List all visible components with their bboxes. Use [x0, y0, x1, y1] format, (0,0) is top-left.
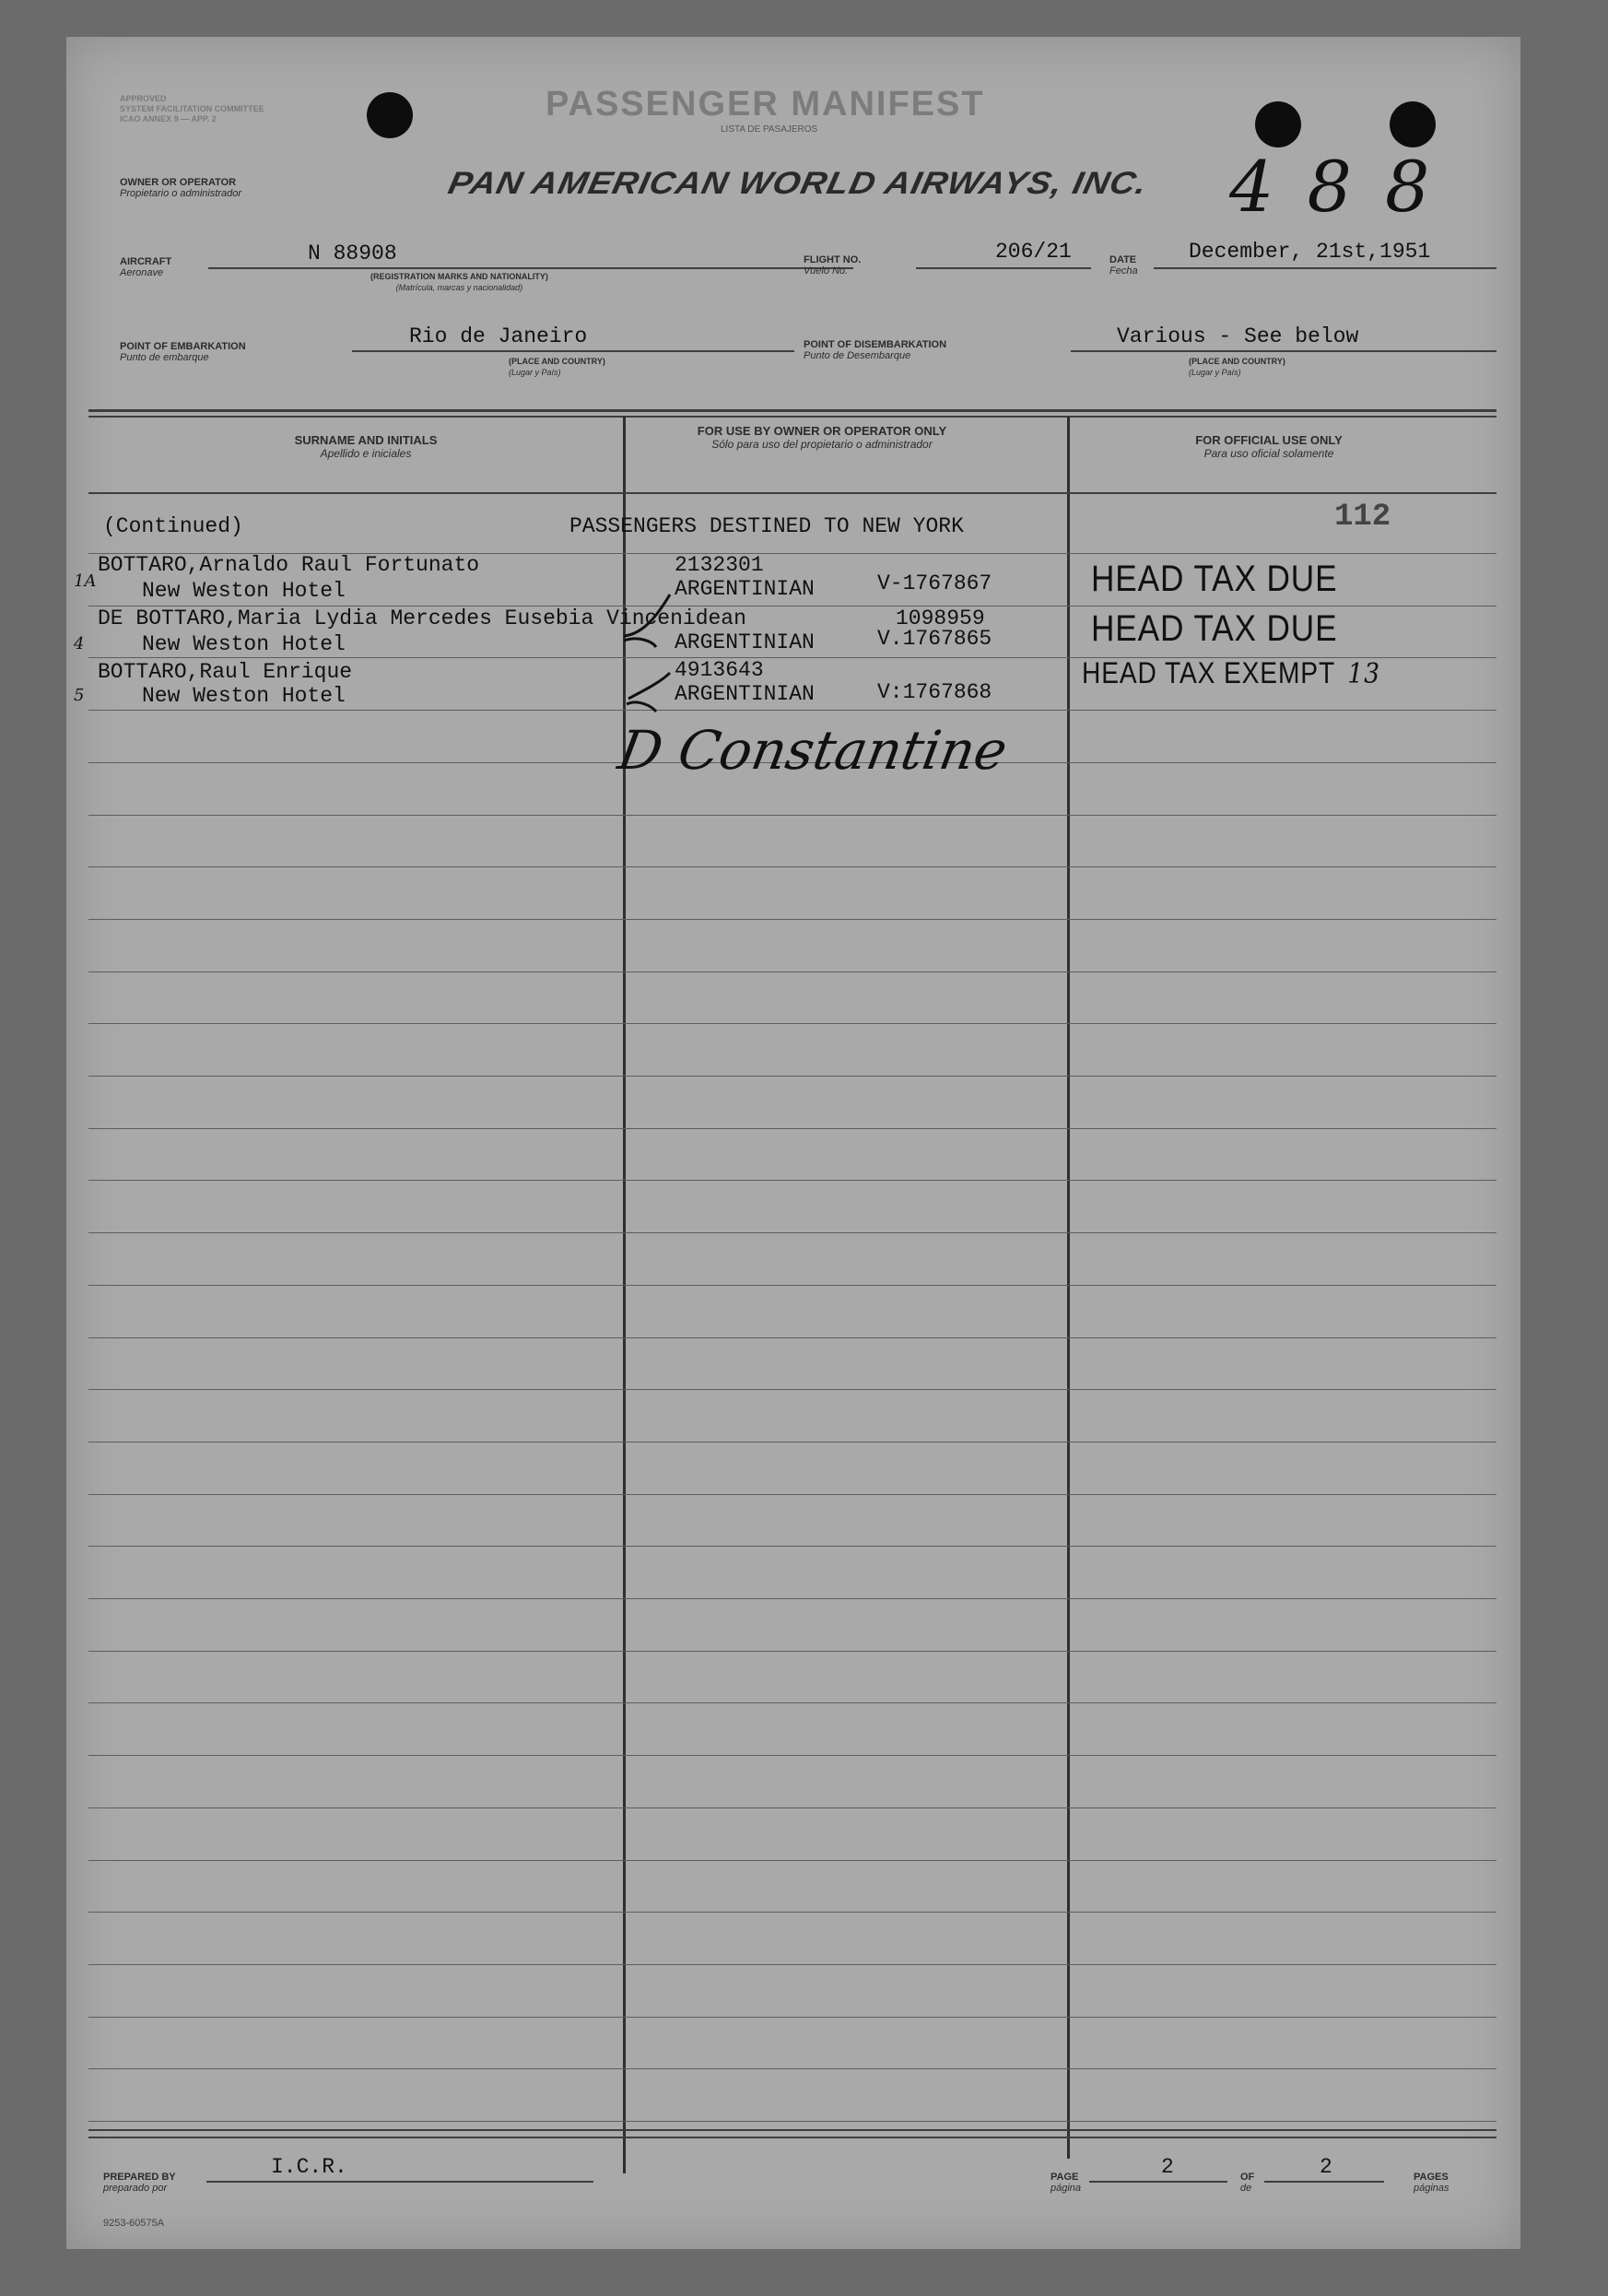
- passenger-name: BOTTARO,Raul Enrique: [98, 660, 353, 684]
- aircraft-label: AIRCRAFT Aeronave: [120, 256, 172, 278]
- punch-hole: [367, 92, 413, 138]
- disembarkation-note: (PLACE AND COUNTRY) (Lugar y País): [1189, 357, 1285, 377]
- col-header-surname: SURNAME AND INITIALS Apellido e iniciales: [294, 433, 438, 460]
- prepared-value: I.C.R.: [271, 2155, 347, 2179]
- passenger-number: 1098959: [896, 606, 985, 630]
- ruled-line: [88, 1389, 1496, 1390]
- approval-block: APPROVED SYSTEM FACILITATION COMMITTEE ICAO ANNEX 9 — APP. 2: [120, 94, 264, 124]
- destination-heading: PASSENGERS DESTINED TO NEW YORK: [569, 514, 964, 538]
- official-status: HEAD TAX DUE: [1091, 559, 1338, 599]
- of-label: OF de: [1240, 2172, 1255, 2194]
- ruled-line: [88, 710, 1496, 711]
- column-divider: [1067, 417, 1070, 2159]
- of-value: 2: [1320, 2155, 1332, 2179]
- passenger-name: BOTTARO,Arnaldo Raul Fortunato: [98, 553, 480, 577]
- passenger-number: 4913643: [675, 658, 764, 682]
- flight-value: 206/21: [995, 240, 1072, 264]
- passenger-name: DE BOTTARO,Maria Lydia Mercedes Eusebia Vincenidean: [98, 606, 746, 630]
- ruled-line: [88, 1180, 1496, 1181]
- ruled-line: [88, 1860, 1496, 1861]
- ruled-line: [88, 1285, 1496, 1286]
- embarkation-note: (PLACE AND COUNTRY) (Lugar y País): [509, 357, 605, 377]
- passenger-visa: V-1767867: [877, 571, 992, 595]
- aircraft-value: N 88908: [308, 241, 397, 265]
- official-status: HEAD TAX EXEMPT 13: [1082, 656, 1380, 690]
- embarkation-label: POINT OF EMBARKATION Punto de embarque: [120, 341, 246, 363]
- passenger-visa: V:1767868: [877, 680, 992, 704]
- passenger-address: New Weston Hotel: [142, 684, 346, 708]
- page-label: PAGE página: [1050, 2172, 1082, 2194]
- ruled-line: [88, 1598, 1496, 1599]
- punch-hole: [1390, 101, 1436, 147]
- form-title: PASSENGER MANIFEST: [546, 85, 985, 124]
- prepared-label: PREPARED BY preparado por: [103, 2172, 176, 2194]
- passenger-number: 2132301: [675, 553, 764, 577]
- entry-mark: 1A: [74, 571, 97, 591]
- ruled-line: [88, 1232, 1496, 1233]
- owner-label: OWNER OR OPERATOR Propietario o administrador: [120, 177, 242, 199]
- aircraft-note: (REGISTRATION MARKS AND NATIONALITY) (Matrícula, marcas y nacionalidad): [370, 272, 548, 292]
- ruled-line: [88, 1651, 1496, 1652]
- entry-mark: 5: [74, 686, 85, 705]
- ruled-line: [88, 1807, 1496, 1808]
- ruled-line: [88, 1076, 1496, 1077]
- passenger-visa: V.1767865: [877, 627, 992, 651]
- col-header-official: FOR OFFICIAL USE ONLY Para uso oficial solamente: [1195, 433, 1343, 460]
- form-title-es: LISTA DE PASAJEROS: [721, 124, 818, 135]
- punch-hole: [1255, 101, 1301, 147]
- passenger-nationality: ARGENTINIAN: [675, 577, 815, 601]
- form-code: 9253-60575A: [103, 2218, 165, 2229]
- date-value: December, 21st,1951: [1189, 240, 1431, 264]
- disembarkation-label: POINT OF DISEMBARKATION Punto de Desembarque: [804, 339, 947, 361]
- passenger-nationality: ARGENTINIAN: [675, 682, 815, 706]
- date-label: DATE Fecha: [1109, 254, 1138, 277]
- official-mark: 13: [1347, 658, 1380, 690]
- passenger-address: New Weston Hotel: [142, 579, 346, 603]
- ruled-line: [88, 1912, 1496, 1913]
- col-header-operator: FOR USE BY OWNER OR OPERATOR ONLY Sólo para uso del propietario o administrador: [697, 424, 947, 451]
- manifest-sheet: [66, 37, 1520, 2249]
- ruled-line: [88, 1128, 1496, 1129]
- handwritten-manifest-number: 4 8 8: [1229, 146, 1436, 228]
- official-status: HEAD TAX DUE: [1091, 608, 1338, 649]
- ruled-line: [88, 1494, 1496, 1495]
- ruled-line: [88, 1337, 1496, 1338]
- flight-label: FLIGHT NO. Vuelo No.: [804, 254, 862, 277]
- ruled-line: [88, 971, 1496, 972]
- operator-name: PAN AMERICAN WORLD AIRWAYS, INC.: [445, 166, 1151, 201]
- ruled-line: [88, 1964, 1496, 1965]
- ruled-line: [88, 866, 1496, 867]
- ruled-line: [88, 919, 1496, 920]
- embarkation-value: Rio de Janeiro: [409, 324, 588, 348]
- ruled-line: [88, 1755, 1496, 1756]
- ruled-line: [88, 1702, 1496, 1703]
- continued-label: (Continued): [103, 514, 243, 538]
- page-value: 2: [1161, 2155, 1174, 2179]
- ruled-line: [88, 1546, 1496, 1547]
- disembarkation-value: Various - See below: [1117, 324, 1359, 348]
- ruled-line: [88, 2068, 1496, 2069]
- ruled-line: [88, 1023, 1496, 1024]
- passenger-nationality: ARGENTINIAN: [675, 630, 815, 654]
- signature: D Constantine: [614, 719, 1013, 782]
- pages-label: PAGES páginas: [1414, 2172, 1450, 2194]
- ruled-line: [88, 2121, 1496, 2122]
- official-count: 112: [1334, 500, 1391, 535]
- ruled-line: [88, 815, 1496, 816]
- entry-mark: 4: [74, 634, 85, 653]
- passenger-address: New Weston Hotel: [142, 632, 346, 656]
- ruled-line: [88, 2017, 1496, 2018]
